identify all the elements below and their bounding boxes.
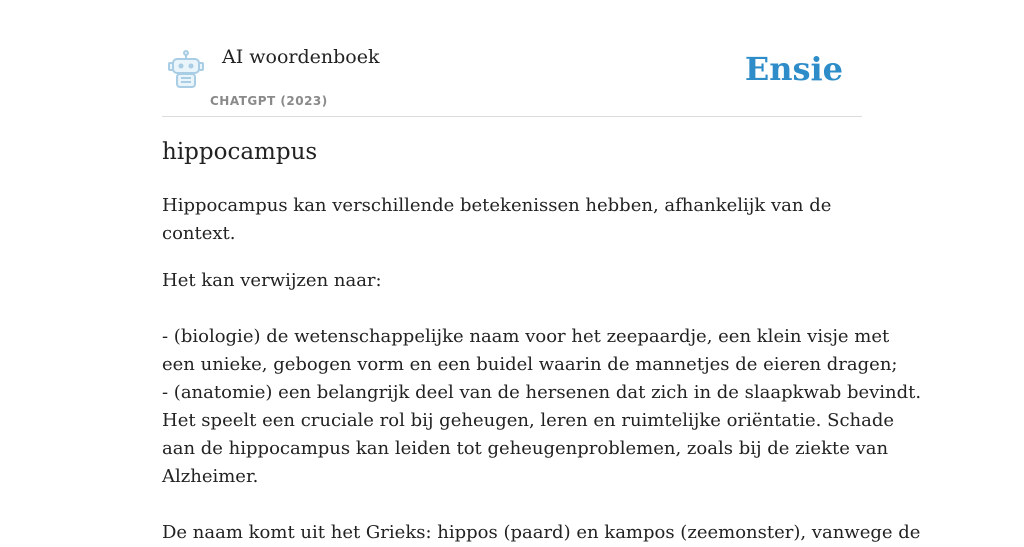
- entry-intro: Hippocampus kan verschillende betekenissen hebben, afhankelijk van de context.: [162, 195, 832, 244]
- blank-line: [162, 491, 862, 519]
- entry-line: een unieke, gebogen vorm en een buidel waarin de mannetjes de eieren dragen;: [162, 354, 898, 375]
- entry-line: aan de hippocampus kan leiden tot geheugenproblemen, zoals bij de ziekte van: [162, 438, 889, 459]
- entry-lead: Het kan verwijzen naar:: [162, 270, 382, 291]
- dictionary-title[interactable]: AI woordenboek: [222, 46, 380, 68]
- entry-line: - (biologie) de wetenschappelijke naam voor het zeepaardje, een klein visje met: [162, 326, 890, 347]
- entry-body: [162, 267, 922, 547]
- dictionary-source: CHATGPT (2023): [210, 94, 328, 108]
- ensie-logo-link[interactable]: Ensie: [744, 50, 843, 88]
- blank-line: [162, 295, 862, 323]
- robot-icon: [166, 50, 206, 90]
- entry-headword: hippocampus: [162, 139, 318, 165]
- dictionary-header: [162, 40, 862, 117]
- entry-line: Alzheimer.: [162, 466, 259, 487]
- entry-line: - (anatomie) een belangrijk deel van de hersenen dat zich in de slaapkwab bevindt.: [162, 382, 922, 403]
- entry-etymology: De naam komt uit het Grieks: hippos (paard) en kampos (zeemonster), vanwege de: [162, 522, 921, 543]
- entry-definition: [162, 192, 922, 547]
- entry-line: Het speelt een cruciale rol bij geheugen, leren en ruimtelijke oriëntatie. Schade: [162, 410, 895, 431]
